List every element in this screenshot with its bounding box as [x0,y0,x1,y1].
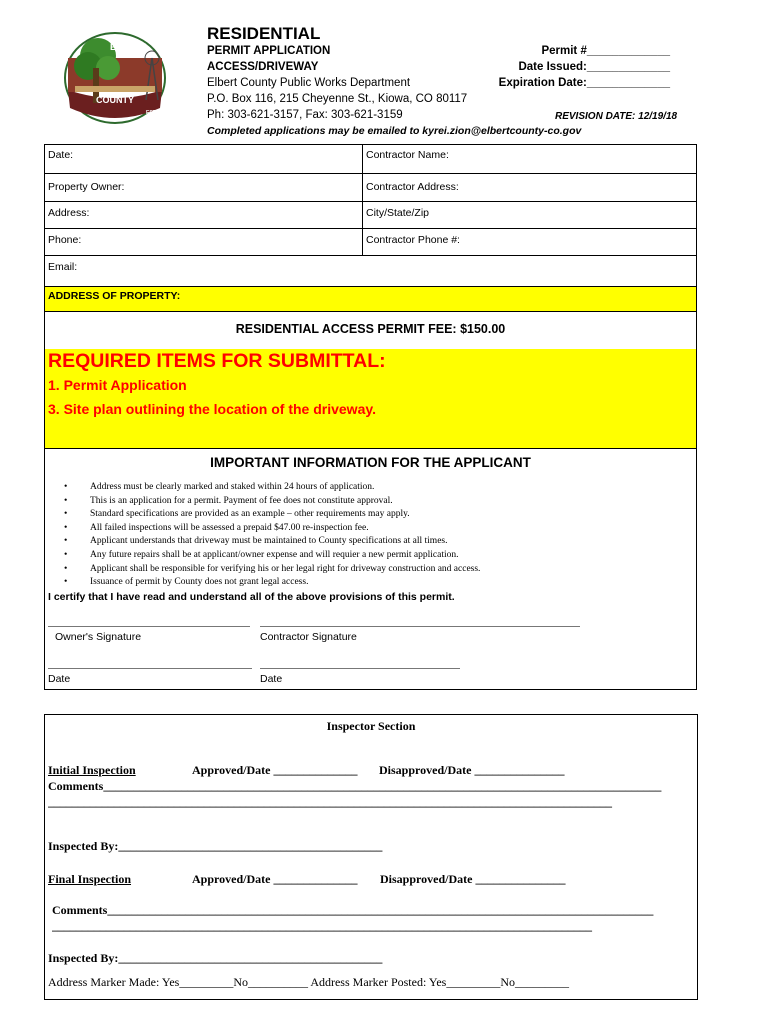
important-info-list [64,481,480,590]
required-items-title: REQUIRED ITEMS FOR SUBMITTAL: [48,350,386,372]
inspector-section-title: Inspector Section [326,719,416,733]
final-comments-line2[interactable]: __________________________________________________________________________________________ [52,919,592,933]
department-address: P.O. Box 116, 215 Cheyenne St., Kiowa, CO 80117 [207,93,468,105]
list-item: • All failed inspections will be assessed a prepaid $47.00 re-inspection fee. [64,522,480,536]
list-item: • Address must be clearly marked and staked within 24 hours of application. [64,481,480,495]
date-issued-field: Date Issued:_____________ [518,61,670,73]
required-item: 1. Permit Application [48,377,187,393]
row-divider [44,255,697,256]
address-marker-line[interactable]: Address Marker Made: Yes_________No__________ Address Marker Posted: Yes_________No_________ [48,975,569,989]
final-inspection-label: Final Inspection [48,872,132,886]
contractor-date-label: Date [260,673,283,685]
final-approved-date[interactable]: Approved/Date ______________ [192,872,358,886]
owner-signature-line[interactable] [48,626,250,627]
permit-fee: RESIDENTIAL ACCESS PERMIT FEE: $150.00 [235,322,506,336]
contractor-signature-label: Contractor Signature [260,631,357,643]
email-label[interactable]: Email: [48,261,78,273]
initial-inspected-by[interactable]: Inspected By:____________________________________________ [48,839,383,853]
phone-label[interactable]: Phone: [48,234,82,246]
page-title: RESIDENTIAL [207,24,321,43]
logo-bottom-text: COUNTY [96,95,134,105]
address-label[interactable]: Address: [48,207,90,219]
owner-signature-label: Owner's Signature [55,631,142,643]
email-note: Completed applications may be emailed to kyrei.zion@elbertcounty-co.gov [207,125,582,137]
initial-comments-line2[interactable]: ______________________________________________________________________________________________ [48,795,612,809]
revision-date: REVISION DATE: 12/19/18 [555,111,678,122]
expiration-date-field: Expiration Date:_____________ [498,77,670,89]
logo-est-text: EST. 1874 [146,110,170,116]
initial-disapproved-date[interactable]: Disapproved/Date _______________ [379,763,565,777]
subtitle-access-driveway: ACCESS/DRIVEWAY [207,61,319,73]
owner-date-label: Date [48,673,71,685]
address-of-property-label[interactable]: ADDRESS OF PROPERTY: [48,290,181,302]
row-divider [44,173,697,174]
list-item: • Issuance of permit by County does not grant legal access. [64,576,480,590]
department-name: Elbert County Public Works Department [207,77,411,89]
phone-fax: Ph: 303-621-3157, Fax: 303-621-3159 [207,109,403,121]
final-disapproved-date[interactable]: Disapproved/Date _______________ [380,872,566,886]
logo-top-text: ELBERT [110,42,146,52]
column-divider [362,144,363,255]
row-divider [44,311,697,312]
property-owner-label[interactable]: Property Owner: [48,181,125,193]
list-item: • Applicant understands that driveway must be maintained to County specifications at all times. [64,535,480,549]
elbert-county-logo [60,28,170,128]
list-item: • Any future repairs shall be at applicant/owner expense and will requier a new permit application. [64,549,480,563]
permit-number-field: Permit #_____________ [541,45,670,57]
subtitle-permit-application: PERMIT APPLICATION [207,45,331,57]
contractor-phone-label[interactable]: Contractor Phone #: [366,234,460,246]
contractor-signature-line[interactable] [260,626,580,627]
important-info-title: IMPORTANT INFORMATION FOR THE APPLICANT [210,455,531,470]
initial-inspection-label: Initial Inspection [48,763,136,777]
initial-comments[interactable]: Comments_____________________________________________________________________________________________ [48,779,662,793]
final-comments[interactable]: Comments___________________________________________________________________________________________ [52,903,654,917]
list-item: • This is an application for a permit. Payment of fee does not constitute approval. [64,495,480,509]
list-item: • Applicant shall be responsible for verifying his or her legal right for driveway construction and access. [64,563,480,577]
contractor-name-label[interactable]: Contractor Name: [366,149,449,161]
initial-approved-date[interactable]: Approved/Date ______________ [192,763,358,777]
contractor-address-label[interactable]: Contractor Address: [366,181,459,193]
city-state-zip-label[interactable]: City/State/Zip [366,207,430,219]
date-label[interactable]: Date: [48,149,74,161]
owner-date-line[interactable] [48,668,252,669]
row-divider [44,228,697,229]
final-inspected-by[interactable]: Inspected By:____________________________________________ [48,951,383,965]
row-divider [44,201,697,202]
certify-statement: I certify that I have read and understand all of the above provisions of this permit. [48,591,455,603]
list-item: • Standard specifications are provided as an example – other requirements may apply. [64,508,480,522]
contractor-date-line[interactable] [260,668,460,669]
row-divider [44,448,697,449]
required-item: 3. Site plan outlining the location of the driveway. [48,401,376,417]
